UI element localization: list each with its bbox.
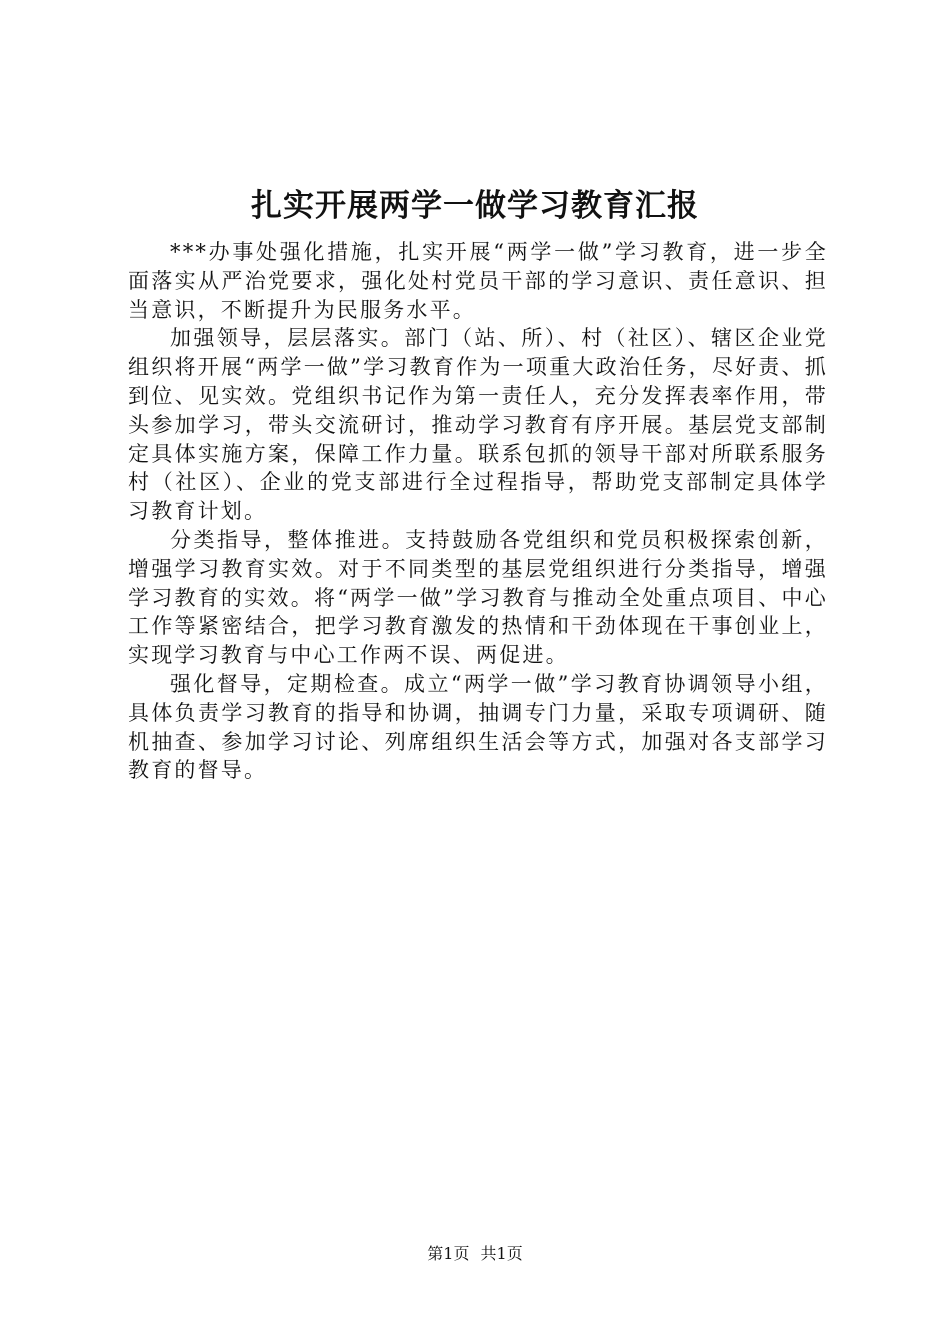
- page-footer: [0, 1243, 950, 1265]
- page-number-total: 共1页: [480, 1244, 523, 1263]
- page-number-current: 第1页: [427, 1244, 470, 1263]
- paragraph-supervision: 强化督导，定期检查。成立“两学一做”学习教育协调领导小组，具体负责学习教育的指导和协调，抽调专门力量，采取专项调研、随机抽查、参加学习讨论、列席组织生活会等方式，加强对各支部学习教育的督导。: [128, 671, 828, 783]
- paragraph-intro: ***办事处强化措施，扎实开展“两学一做”学习教育，进一步全面落实从严治党要求，强化处村党员干部的学习意识、责任意识、担当意识，不断提升为民服务水平。: [128, 240, 828, 322]
- paragraph-classified-guidance: 分类指导，整体推进。支持鼓励各党组织和党员积极探索创新，增强学习教育实效。对于不同类型的基层党组织进行分类指导，增强学习教育的实效。将“两学一做”学习教育与推动全处重点项目、中心工作等紧密结合，把学习教育激发的热情和干劲体现在干事创业上，实现学习教育与中心工作两不误、两促进。: [128, 527, 828, 668]
- paragraph-leadership: 加强领导，层层落实。部门（站、所）、村（社区）、辖区企业党组织将开展“两学一做”学习教育作为一项重大政治任务，尽好责、抓到位、见实效。党组织书记作为第一责任人，充分发挥表率作用，带头参加学习，带头交流研讨，推动学习教育有序开展。基层党支部制定具体实施方案，保障工作力量。联系包抓的领导干部对所联系服务村（社区）、企业的党支部进行全过程指导，帮助党支部制定具体学习教育计划。: [128, 326, 828, 524]
- document-title: 扎实开展两学一做学习教育汇报: [251, 188, 699, 224]
- document-body: [128, 238, 828, 785]
